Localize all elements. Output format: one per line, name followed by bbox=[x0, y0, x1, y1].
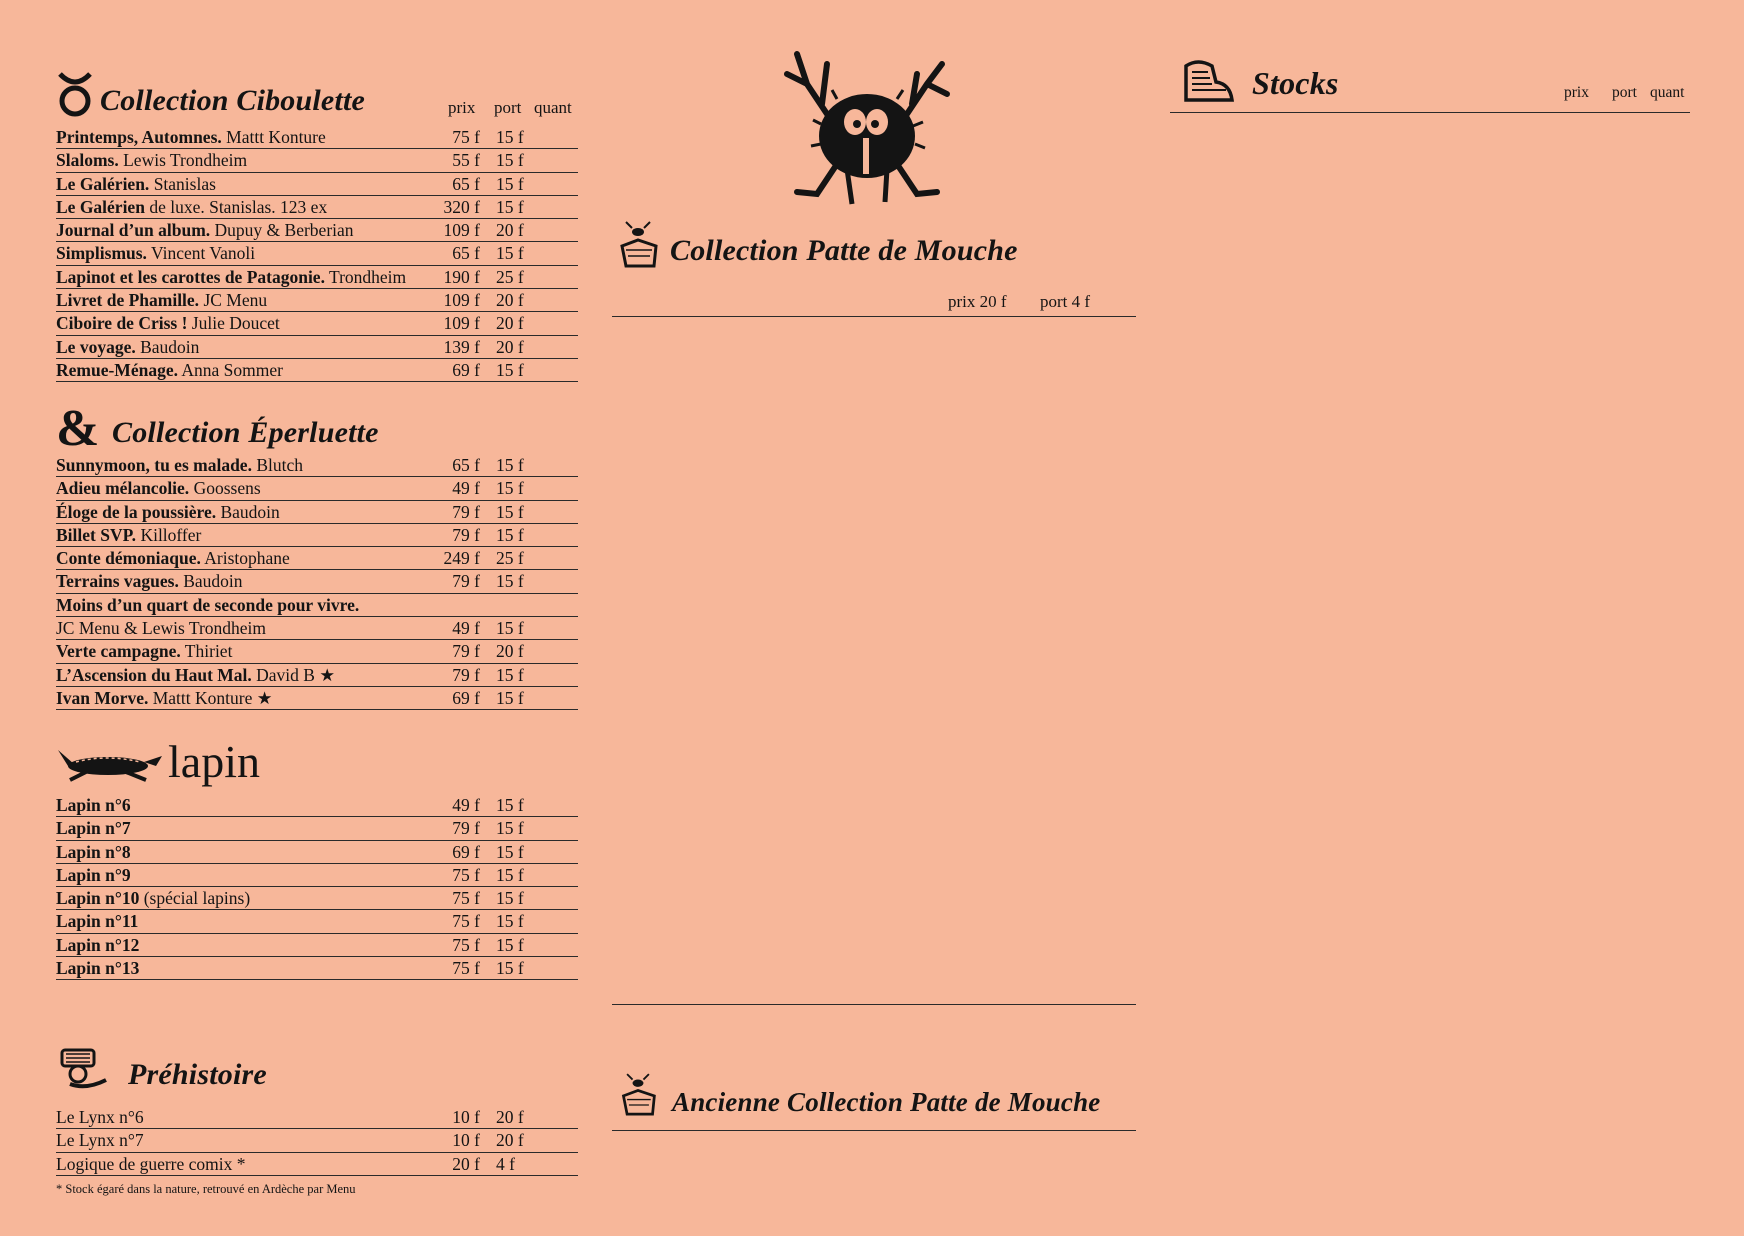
item-price: 10 f bbox=[452, 1130, 480, 1151]
item-price: 249 f bbox=[443, 548, 480, 569]
item-text bbox=[56, 957, 436, 979]
item-title: Ciboire de Criss ! bbox=[56, 313, 188, 334]
item-title: Sunnymoon, tu es malade. bbox=[56, 455, 252, 475]
list-item bbox=[56, 817, 578, 840]
item-text bbox=[56, 910, 436, 932]
item-author: Anna Sommer bbox=[177, 359, 283, 380]
list-item bbox=[56, 687, 578, 710]
item-title: Verte campagne. bbox=[56, 641, 181, 662]
item-title: L’Ascension du Haut Mal. bbox=[56, 664, 252, 685]
item-port: 15 f bbox=[496, 934, 524, 955]
item-price: 75 f bbox=[452, 911, 480, 932]
item-price: 79 f bbox=[452, 524, 480, 545]
item-price: 49 f bbox=[452, 478, 480, 499]
item-price: 69 f bbox=[452, 841, 480, 862]
item-author: Baudoin bbox=[216, 501, 280, 522]
item-price: 10 f bbox=[452, 1107, 480, 1127]
item-text bbox=[56, 219, 436, 241]
boot-icon bbox=[1178, 56, 1236, 104]
list-item bbox=[56, 242, 578, 265]
item-text bbox=[56, 1153, 436, 1175]
section-title: Ancienne Collection Patte de Mouche bbox=[672, 1087, 1101, 1117]
item-text bbox=[56, 149, 436, 171]
item-title: Lapin n°7 bbox=[56, 818, 131, 839]
item-port: 15 f bbox=[496, 127, 524, 147]
footnote: * Stock égaré dans la nature, retrouvé en Ardèche par Menu bbox=[56, 1182, 356, 1196]
list-item bbox=[56, 640, 578, 663]
item-text bbox=[56, 524, 436, 546]
item-price: 75 f bbox=[452, 864, 480, 885]
item-text bbox=[56, 454, 436, 476]
item-author: Dupuy & Berberian bbox=[210, 220, 354, 241]
item-port: 20 f bbox=[496, 290, 524, 311]
item-price: 109 f bbox=[443, 290, 480, 311]
item-port: 15 f bbox=[496, 958, 524, 979]
list-item bbox=[56, 957, 578, 980]
item-author: Goossens bbox=[189, 478, 261, 499]
item-title: Moins d’un quart de seconde pour vivre. bbox=[56, 594, 360, 615]
item-price: 75 f bbox=[452, 958, 480, 979]
item-title: Le voyage. bbox=[56, 336, 136, 357]
item-port: 15 f bbox=[496, 524, 524, 545]
item-text bbox=[56, 1106, 436, 1128]
item-text bbox=[56, 617, 436, 639]
item-title: Le Galérien. bbox=[56, 173, 150, 194]
item-port: 20 f bbox=[496, 220, 524, 241]
item-port: 15 f bbox=[496, 571, 524, 592]
lapin-list bbox=[56, 794, 578, 980]
item-port: 15 f bbox=[496, 841, 524, 862]
item-title: Lapin n°8 bbox=[56, 841, 131, 862]
item-title: Lapin n°11 bbox=[56, 911, 139, 932]
item-text bbox=[56, 817, 436, 839]
patte-header bbox=[612, 222, 1136, 272]
item-title: Printemps, Automnes. bbox=[56, 127, 222, 147]
fly-box-icon bbox=[618, 1070, 658, 1120]
item-price: 79 f bbox=[452, 818, 480, 839]
item-port: 15 f bbox=[496, 455, 524, 475]
item-price: 55 f bbox=[452, 150, 480, 171]
item-author: de luxe. Stanislas. 123 ex bbox=[144, 196, 328, 217]
item-price: 75 f bbox=[452, 127, 480, 147]
item-price: 65 f bbox=[452, 173, 480, 194]
ancienne-header bbox=[612, 1066, 1136, 1122]
item-title: Lapin n°12 bbox=[56, 934, 140, 955]
item-price: 79 f bbox=[452, 641, 480, 662]
item-price: 79 f bbox=[452, 501, 480, 522]
list-item bbox=[56, 887, 578, 910]
list-item bbox=[56, 841, 578, 864]
stocks-list bbox=[1170, 112, 1690, 113]
header-port: port bbox=[494, 98, 522, 117]
item-title: Lapinot et les carottes de Patagonie. bbox=[56, 266, 325, 287]
item-author: Mattt Konture ★ bbox=[148, 687, 273, 708]
item-price: 75 f bbox=[452, 934, 480, 955]
item-price: 65 f bbox=[452, 243, 480, 264]
header-prix: prix bbox=[448, 98, 476, 117]
item-title: Adieu mélancolie. bbox=[56, 478, 190, 499]
item-port: 15 f bbox=[496, 173, 524, 194]
item-text bbox=[56, 1129, 436, 1151]
item-text bbox=[56, 126, 436, 148]
item-text bbox=[56, 312, 436, 334]
ampersand-icon: & bbox=[56, 400, 100, 457]
list-item bbox=[56, 501, 578, 524]
header-quant: quant bbox=[534, 98, 572, 117]
item-price: 320 f bbox=[443, 196, 480, 217]
list-item bbox=[56, 794, 578, 817]
item-title: Ivan Morve. bbox=[56, 687, 149, 708]
item-author: Stanislas bbox=[149, 173, 216, 194]
section-title: Préhistoire bbox=[128, 1058, 267, 1091]
item-title: Éloge de la poussière. bbox=[56, 501, 217, 522]
list-item bbox=[56, 570, 578, 593]
item-port: 15 f bbox=[496, 150, 524, 171]
ciboulette-header bbox=[56, 72, 578, 122]
item-port: 15 f bbox=[496, 687, 524, 708]
list-item bbox=[56, 289, 578, 312]
header-quant: quant bbox=[1650, 84, 1685, 101]
item-price: 20 f bbox=[452, 1153, 480, 1174]
item-price: 109 f bbox=[443, 220, 480, 241]
item-author: Baudoin bbox=[135, 336, 200, 357]
list-item bbox=[56, 312, 578, 335]
item-text bbox=[56, 477, 436, 499]
item-port: 15 f bbox=[496, 911, 524, 932]
item-author: Lewis Trondheim bbox=[118, 150, 248, 171]
item-port: 15 f bbox=[496, 478, 524, 499]
section-title: Collection Patte de Mouche bbox=[670, 234, 1018, 267]
patte-list bbox=[612, 316, 1136, 317]
item-author: Aristophane bbox=[200, 548, 290, 569]
item-text bbox=[56, 640, 436, 662]
item-author: Le Lynx n°6 bbox=[56, 1107, 144, 1127]
item-port: 15 f bbox=[496, 243, 524, 264]
item-title: Remue-Ménage. bbox=[56, 359, 178, 380]
item-author: Mattt Konture bbox=[221, 127, 326, 147]
item-title: Lapin n°10 bbox=[56, 888, 140, 909]
item-port: 15 f bbox=[496, 664, 524, 685]
list-item bbox=[56, 196, 578, 219]
item-title: Terrains vagues. bbox=[56, 571, 179, 592]
item-title: Simplismus. bbox=[56, 243, 147, 264]
item-text bbox=[56, 242, 436, 264]
item-price: 109 f bbox=[443, 313, 480, 334]
list-item bbox=[56, 149, 578, 172]
item-title: Le Galérien bbox=[56, 196, 145, 217]
item-text bbox=[56, 359, 436, 381]
item-author: (spécial lapins) bbox=[139, 888, 251, 909]
list-item bbox=[56, 594, 578, 617]
item-port: 15 f bbox=[496, 359, 524, 380]
item-port: 15 f bbox=[496, 618, 524, 639]
item-port: 15 f bbox=[496, 818, 524, 839]
item-author: Julie Doucet bbox=[187, 313, 280, 334]
item-port: 15 f bbox=[496, 501, 524, 522]
eperluette-list bbox=[56, 454, 578, 710]
list-item bbox=[56, 910, 578, 933]
list-item bbox=[56, 547, 578, 570]
ciboulette-list bbox=[56, 126, 578, 382]
item-port: 15 f bbox=[496, 196, 524, 217]
item-text bbox=[56, 594, 436, 616]
item-port: 20 f bbox=[496, 1130, 524, 1151]
patte-port-header: port 4 f bbox=[1040, 292, 1091, 311]
item-port: 25 f bbox=[496, 548, 524, 569]
item-title: Lapin n°13 bbox=[56, 958, 140, 979]
taurus-icon bbox=[56, 70, 94, 120]
list-item bbox=[56, 864, 578, 887]
item-title: Lapin n°9 bbox=[56, 864, 131, 885]
item-text bbox=[56, 289, 436, 311]
item-author: Vincent Vanoli bbox=[146, 243, 256, 264]
item-price: 65 f bbox=[452, 455, 480, 475]
item-text bbox=[56, 794, 436, 816]
item-port: 20 f bbox=[496, 1107, 524, 1127]
item-price: 75 f bbox=[452, 888, 480, 909]
item-text bbox=[56, 196, 436, 218]
item-text bbox=[56, 547, 436, 569]
item-author: Killoffer bbox=[136, 524, 202, 545]
section-title: Stocks bbox=[1252, 65, 1339, 101]
stocks-header bbox=[1170, 56, 1690, 106]
rabbit-icon bbox=[56, 742, 164, 782]
lapin-header bbox=[56, 728, 578, 788]
item-text bbox=[56, 841, 436, 863]
item-title: Billet SVP. bbox=[56, 524, 137, 545]
list-item bbox=[56, 454, 578, 477]
list-item bbox=[56, 477, 578, 500]
item-author: Logique de guerre comix * bbox=[56, 1153, 246, 1174]
list-item bbox=[56, 1153, 578, 1176]
fly-mascot-icon bbox=[777, 44, 957, 214]
item-port: 15 f bbox=[496, 864, 524, 885]
item-text bbox=[56, 173, 436, 195]
item-price: 79 f bbox=[452, 664, 480, 685]
item-port: 20 f bbox=[496, 641, 524, 662]
header-port: port bbox=[1612, 84, 1637, 101]
item-price: 69 f bbox=[452, 687, 480, 708]
fly-box-icon bbox=[616, 220, 660, 270]
item-author: Trondheim bbox=[324, 266, 407, 287]
ancienne-list bbox=[612, 1130, 1136, 1131]
list-item bbox=[56, 126, 578, 149]
list-item bbox=[56, 359, 578, 382]
item-text bbox=[56, 664, 436, 686]
section-title: Collection Éperluette bbox=[112, 416, 379, 449]
item-author: David B ★ bbox=[251, 664, 336, 685]
header-prix: prix bbox=[1564, 84, 1589, 101]
list-item bbox=[56, 266, 578, 289]
list-item bbox=[56, 617, 578, 640]
item-text bbox=[56, 864, 436, 886]
list-item bbox=[56, 934, 578, 957]
item-text bbox=[56, 501, 436, 523]
list-item bbox=[56, 173, 578, 196]
item-price: 49 f bbox=[452, 795, 480, 815]
item-price: 190 f bbox=[443, 266, 480, 287]
item-text bbox=[56, 266, 436, 288]
item-port: 15 f bbox=[496, 795, 524, 815]
item-author: JC Menu & Lewis Trondheim bbox=[56, 618, 267, 639]
item-text bbox=[56, 934, 436, 956]
item-title: Slaloms. bbox=[56, 150, 119, 171]
item-author: JC Menu bbox=[199, 290, 268, 311]
list-item bbox=[56, 1106, 578, 1129]
list-item bbox=[56, 336, 578, 359]
item-port: 4 f bbox=[496, 1153, 515, 1174]
section-title: lapin bbox=[168, 736, 260, 787]
list-item bbox=[56, 1129, 578, 1152]
list-item bbox=[56, 524, 578, 547]
offers-list bbox=[612, 1004, 1136, 1005]
item-title: Lapin n°6 bbox=[56, 795, 131, 815]
item-title: Conte démoniaque. bbox=[56, 548, 201, 569]
item-author: Thiriet bbox=[180, 641, 233, 662]
prehistoire-header bbox=[56, 1046, 578, 1096]
patte-price-header: prix 20 f bbox=[948, 292, 1007, 311]
section-title: Collection Ciboulette bbox=[100, 84, 366, 117]
caveman-icon bbox=[56, 1044, 110, 1094]
item-author: Baudoin bbox=[178, 571, 243, 592]
list-item bbox=[56, 664, 578, 687]
item-price: 69 f bbox=[452, 359, 480, 380]
prehistoire-list bbox=[56, 1106, 578, 1176]
item-text bbox=[56, 570, 436, 592]
item-title: Journal d’un album. bbox=[56, 220, 211, 241]
item-port: 15 f bbox=[496, 888, 524, 909]
item-port: 20 f bbox=[496, 336, 524, 357]
item-price: 139 f bbox=[443, 336, 480, 357]
item-author: Le Lynx n°7 bbox=[56, 1130, 144, 1151]
item-text bbox=[56, 336, 436, 358]
item-port: 25 f bbox=[496, 266, 524, 287]
item-price: 49 f bbox=[452, 618, 480, 639]
item-port: 20 f bbox=[496, 313, 524, 334]
item-text bbox=[56, 887, 436, 909]
item-price: 79 f bbox=[452, 571, 480, 592]
item-text bbox=[56, 687, 436, 709]
item-author: Blutch bbox=[251, 455, 303, 475]
list-item bbox=[56, 219, 578, 242]
item-title: Livret de Phamille. bbox=[56, 290, 200, 311]
eperluette-header bbox=[56, 400, 578, 457]
